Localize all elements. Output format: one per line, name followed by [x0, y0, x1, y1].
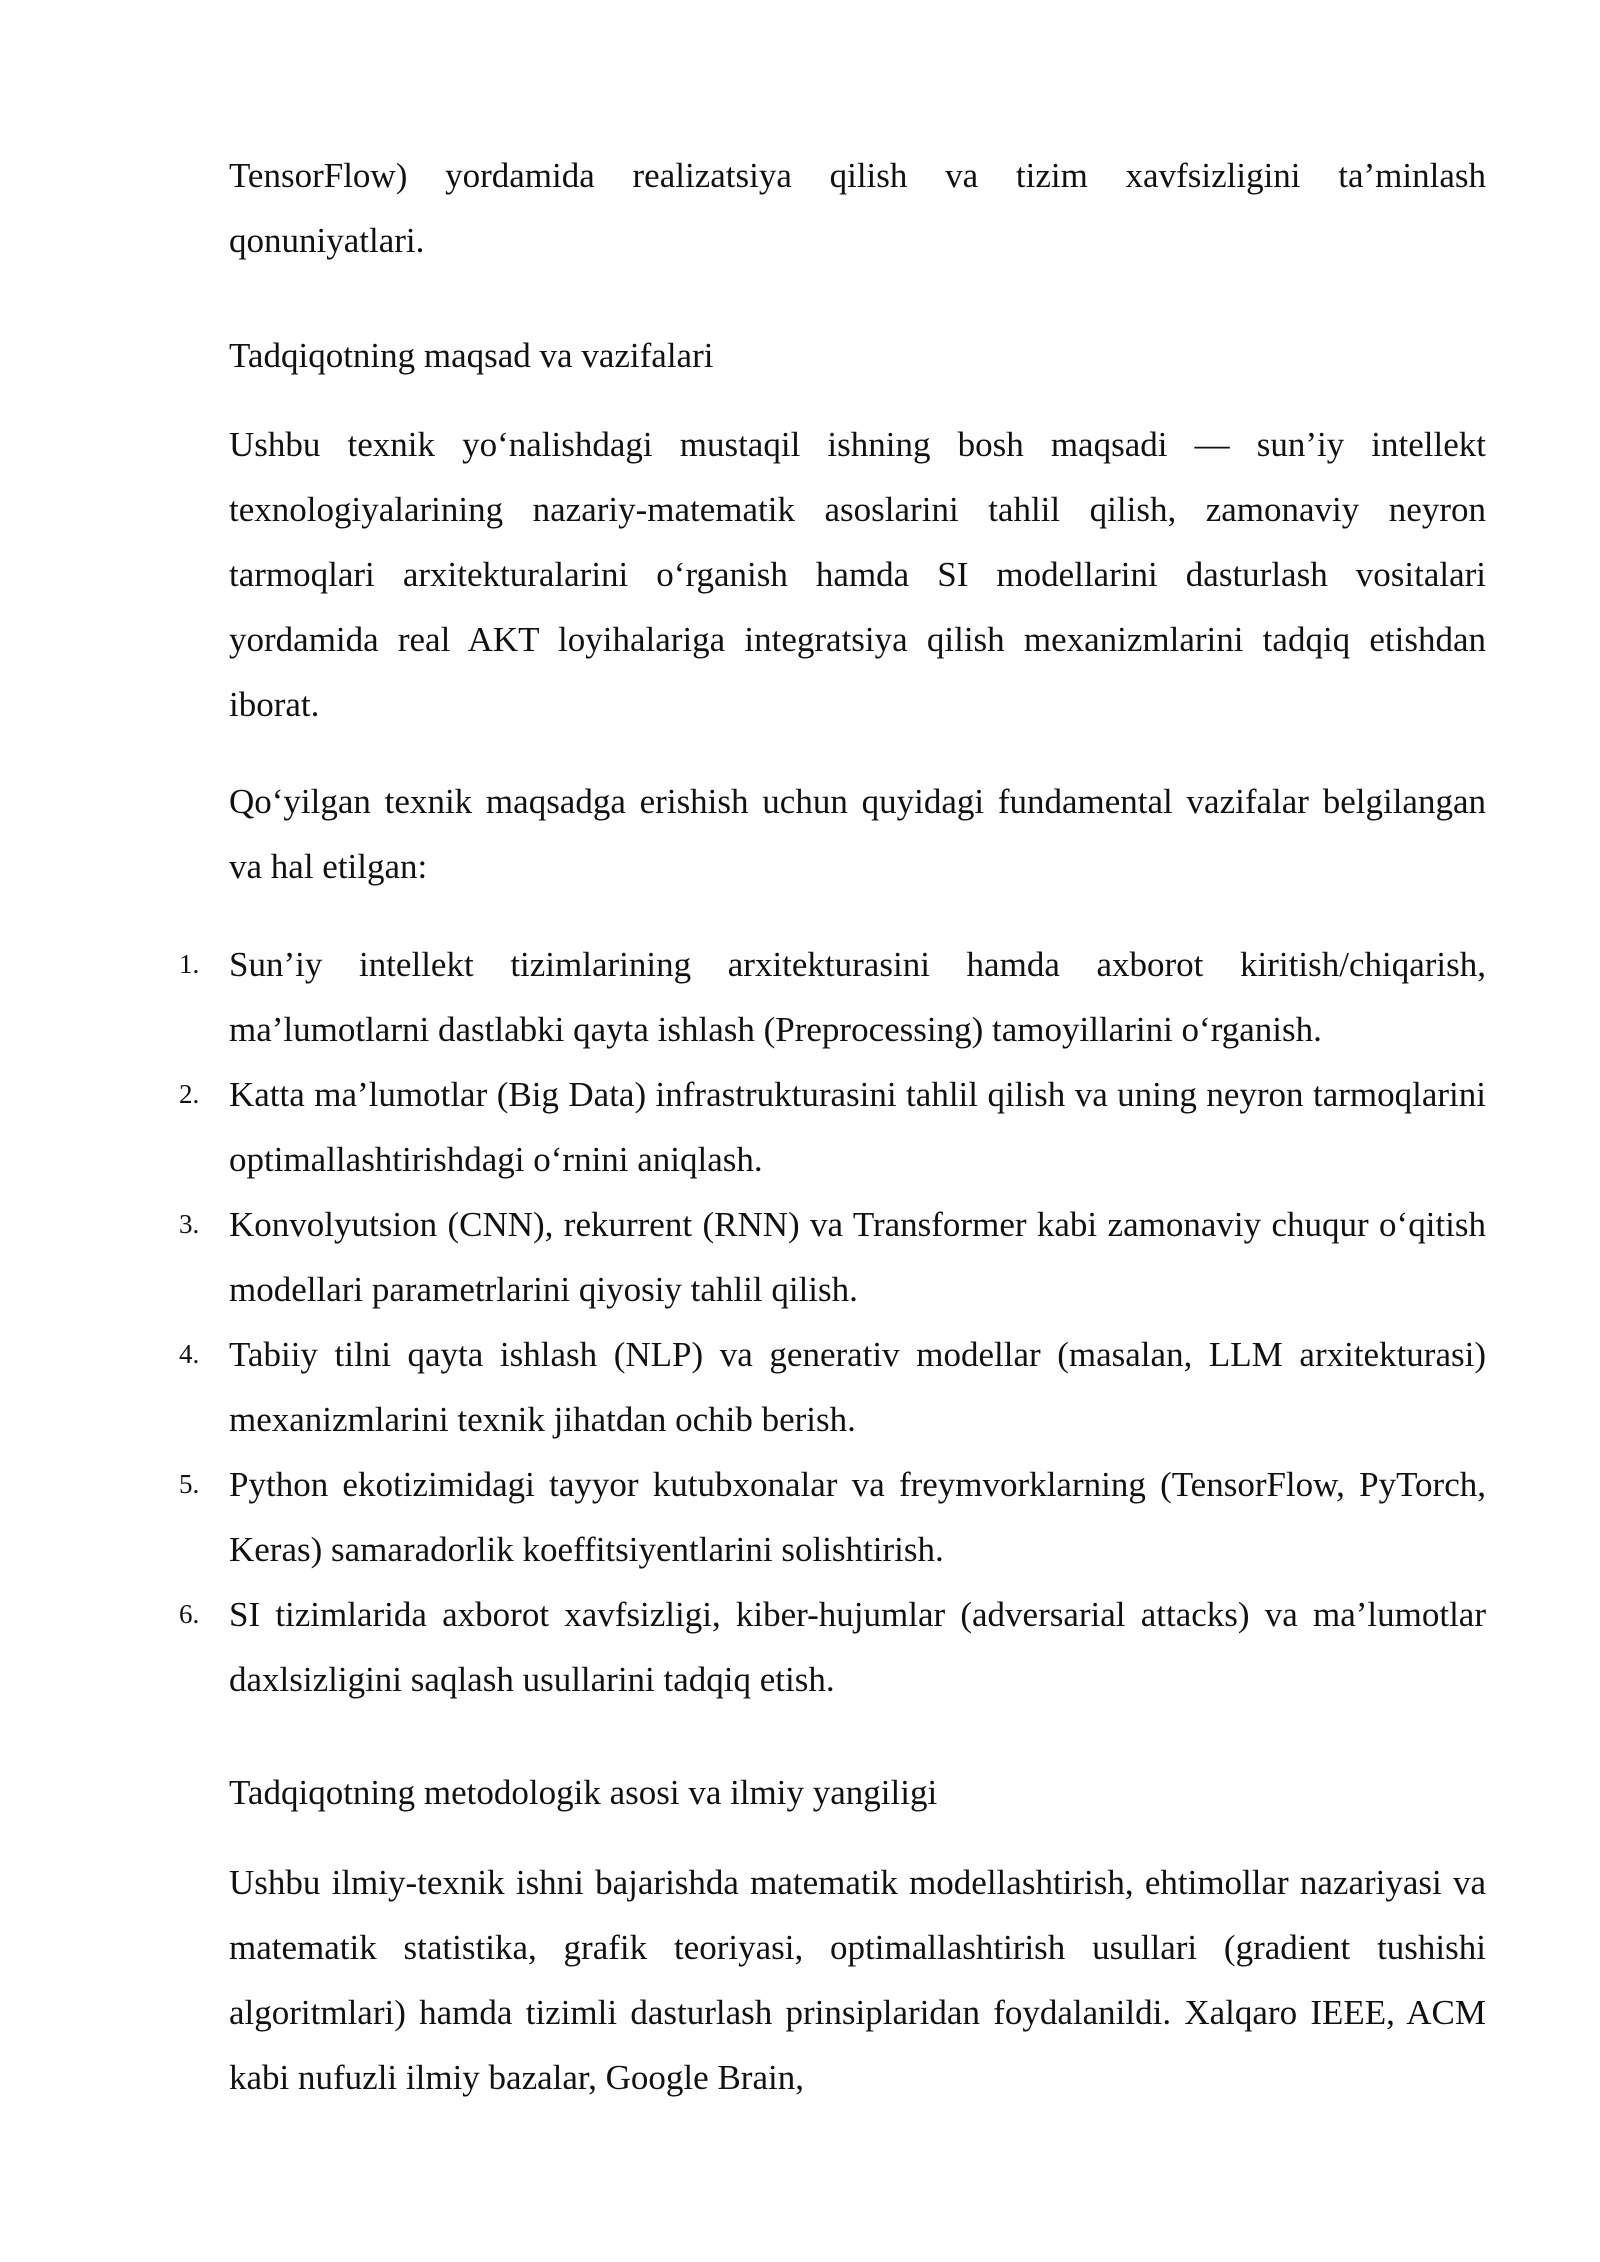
list-item [179, 1062, 1486, 1192]
list-item-number: 5. [179, 1469, 200, 1499]
list-item-text: Tabiiy tilni qayta ishlash (NLP) va generativ modellar (masalan, LLM arxitekturasi) mexanizmlarini texnik jihatdan ochib berish. [229, 1335, 1486, 1439]
list-item [179, 1582, 1486, 1712]
list-item [179, 1452, 1486, 1582]
list-item [179, 1322, 1486, 1452]
tasks-intro-paragraph: Qo‘yilgan texnik maqsadga erishish uchun quyidagi fundamental vazifalar belgilangan va hal etilgan: [229, 782, 1486, 886]
list-item-number: 3. [179, 1209, 200, 1239]
tasks-list [179, 932, 1486, 1712]
list-item-number: 4. [179, 1339, 200, 1369]
list-item-text: SI tizimlarida axborot xavfsizligi, kiber-hujumlar (adversarial attacks) va ma’lumotlar daxlsizligini saqlash usullarini tadqiq etish. [229, 1595, 1486, 1699]
list-item [179, 932, 1486, 1062]
section-heading-methodology: Tadqiqotning metodologik asosi va ilmiy yangiligi [229, 1773, 938, 1812]
list-item [179, 1192, 1486, 1322]
methodology-paragraph: Ushbu ilmiy-texnik ishni bajarishda matematik modellashtirish, ehtimollar nazariyasi va matematik statistika, grafik teoriyasi, optimallashtirish usullari (gradient tushishi algoritmlari) hamda tizimli dasturlash prinsiplaridan foydalanildi. Xalqaro IEEE, ACM kabi nufuzli ilmiy bazalar, Google Brain, [229, 1863, 1486, 2097]
list-item-number: 2. [179, 1079, 200, 1109]
list-item-text: Python ekotizimidagi tayyor kutubxonalar va freymvorklarning (TensorFlow, PyTorch, Keras) samaradorlik koeffitsiyentlarini solishtirish. [229, 1465, 1486, 1569]
list-item-text: Konvolyutsion (CNN), rekurrent (RNN) va Transformer kabi zamonaviy chuqur o‘qitish modellari parametrlarini qiyosiy tahlil qilish. [229, 1205, 1486, 1309]
list-item-text: Sun’iy intellekt tizimlarining arxitekturasini hamda axborot kiritish/chiqarish, ma’lumotlarni dastlabki qayta ishlash (Preprocessing) tamoyillarini o‘rganish. [229, 945, 1486, 1049]
section-heading-goals: Tadqiqotning maqsad va vazifalari [229, 336, 714, 375]
goals-paragraph: Ushbu texnik yo‘nalishdagi mustaqil ishning bosh maqsadi — sun’iy intellekt texnologiyalarining nazariy-matematik asoslarini tahlil qilish, zamonaviy neyron tarmoqlari arxitekturalarini o‘rganish hamda SI modellarini dasturlash vositalari yordamida real AKT loyihalariga integratsiya qilish mexanizmlarini tadqiq etishdan iborat. [229, 425, 1486, 724]
list-item-number: 6. [179, 1599, 200, 1629]
list-item-text: Katta ma’lumotlar (Big Data) infrastrukturasini tahlil qilish va uning neyron tarmoqlarini optimallashtirishdagi o‘rnini aniqlash. [229, 1075, 1486, 1179]
intro-paragraph: TensorFlow) yordamida realizatsiya qilish va tizim xavfsizligini ta’minlash qonuniyatlari. [229, 156, 1486, 260]
list-item-number: 1. [179, 949, 200, 979]
